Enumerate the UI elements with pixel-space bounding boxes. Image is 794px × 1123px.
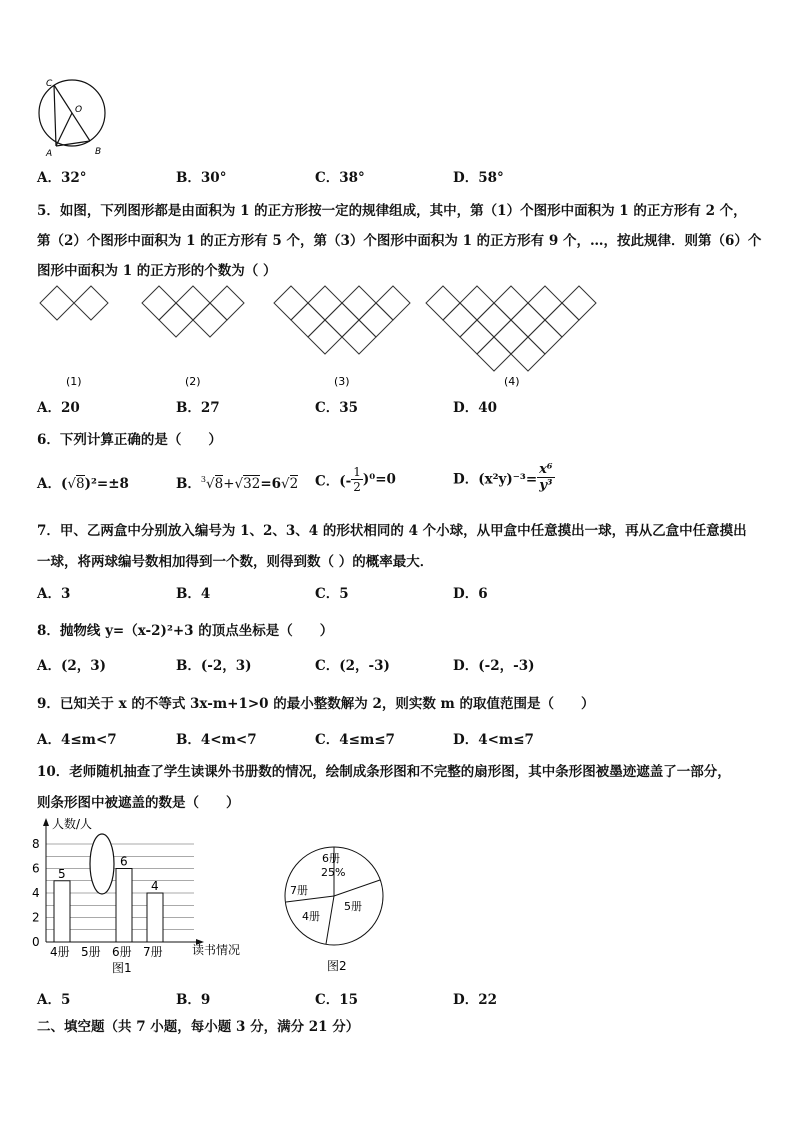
slice-label-7: 7册	[290, 884, 308, 897]
unit-square	[477, 303, 511, 337]
sqrt-sign: √	[67, 476, 76, 492]
q4-circle-figure	[32, 74, 112, 160]
x-tick-label: 6册	[112, 945, 132, 959]
q9-option-c[interactable]: C．4≤m≤7	[315, 732, 395, 748]
unit-square	[426, 286, 460, 320]
label-c: C	[46, 79, 53, 89]
q7-line1: 7．甲、乙两盒中分别放入编号为 1、2、3、4 的形状相同的 4 个小球，从甲盒中任意摸出一球，再从乙盒中任意摸出	[37, 523, 747, 539]
unit-square	[342, 286, 376, 320]
bar	[54, 881, 70, 942]
unit-square	[342, 320, 376, 354]
fraction-den: y³	[539, 478, 553, 493]
q7-option-c[interactable]: C．5	[315, 586, 349, 602]
q6-b-prefix: B．	[176, 476, 201, 492]
q5-line1: 5．如图，下列图形都是由面积为 1 的正方形按一定的规律组成，其中，第（1）个图形中面积为 1 的正方形有 2 个，	[37, 203, 747, 219]
q10-option-a[interactable]: A．5	[37, 992, 71, 1008]
q8-stem: 8．抛物线 y=（x-2)²+3 的顶点坐标是（ ）	[37, 623, 334, 639]
caption-1: (1)	[66, 375, 82, 388]
caption-3: (3)	[334, 375, 350, 388]
q6-b-radicand1: 8	[214, 476, 224, 492]
bar-value-label: 4	[151, 879, 159, 893]
q8-option-c[interactable]: C．(2，-3)	[315, 658, 390, 674]
q9-option-b[interactable]: B．4<m<7	[176, 732, 257, 748]
q9-option-a[interactable]: A．4≤m<7	[37, 732, 117, 748]
q10-option-c[interactable]: C．15	[315, 992, 359, 1008]
slice-label-5: 5册	[344, 900, 362, 913]
q6-d-prefix: D．(x²y)⁻³=	[453, 471, 538, 488]
q6-option-b[interactable]	[176, 472, 298, 492]
q6-c-suffix: )⁰=0	[362, 471, 396, 488]
unit-square	[359, 303, 393, 337]
x-axis-label: 读书情况	[192, 943, 241, 957]
q5-option-d[interactable]: D．40	[453, 400, 497, 416]
pie-chart	[280, 840, 390, 975]
unit-square	[74, 286, 108, 320]
chart-title: 图2	[327, 959, 347, 973]
q9-option-d[interactable]: D．4<m≤7	[453, 732, 534, 748]
sqrt-sign: √	[206, 476, 215, 492]
y-axis-label: 人数/人	[52, 817, 93, 831]
q5-line2: 第（2）个图形中面积为 1 的正方形有 5 个，第（3）个图形中面积为 1 的正方形有 9 个，…，按此规律．则第（6）个	[37, 233, 762, 249]
slice-pct-6: 25%	[321, 866, 346, 879]
q5-option-a[interactable]: A．20	[37, 400, 80, 416]
unit-square	[291, 303, 325, 337]
fraction-num: x⁶	[539, 462, 553, 477]
unit-square	[562, 286, 596, 320]
fraction	[351, 465, 363, 494]
q6-b-mid: =6	[260, 476, 282, 492]
y-tick-label: 4	[32, 886, 40, 900]
unit-square	[142, 286, 176, 320]
unit-square	[511, 303, 545, 337]
y-tick-label: 8	[32, 837, 40, 851]
q6-a-suffix: )²=±8	[84, 476, 129, 492]
q6-c-prefix: C．(-	[315, 473, 352, 490]
q5-option-b[interactable]: B．27	[176, 400, 220, 416]
q7-option-d[interactable]: D．6	[453, 586, 488, 602]
q6-option-a[interactable]	[37, 472, 129, 492]
q6-b-radicand3: 2	[289, 476, 299, 492]
unit-square	[193, 303, 227, 337]
q8-option-a[interactable]: A．(2，3)	[37, 658, 107, 674]
unit-square	[443, 303, 477, 337]
unit-square	[308, 320, 342, 354]
q7-option-a[interactable]: A．3	[37, 586, 71, 602]
y-axis-arrow	[43, 818, 49, 826]
q10-line2: 则条形图中被遮盖的数是（ ）	[37, 795, 240, 811]
ink-blot	[90, 834, 114, 894]
slice-label-6: 6册	[322, 852, 340, 865]
q6-a-prefix: A．(	[37, 476, 68, 492]
q5-option-c[interactable]: C．35	[315, 400, 359, 416]
unit-square	[528, 320, 562, 354]
q6-stem: 6．下列计算正确的是（ ）	[37, 432, 222, 448]
q6-a-radicand: 8	[75, 476, 85, 492]
q10-option-d[interactable]: D．22	[453, 992, 497, 1008]
q6-option-c[interactable]	[315, 465, 396, 494]
caption-4: (4)	[504, 375, 520, 388]
cube-root-index: 3	[200, 475, 207, 484]
unit-square	[308, 286, 342, 320]
fraction-num: 1	[353, 465, 361, 479]
unit-square	[376, 286, 410, 320]
y-tick-label: 2	[32, 910, 40, 925]
q8-option-b[interactable]: B．(-2，3)	[176, 658, 252, 674]
q5-square-patterns	[30, 282, 610, 390]
q5-line3: 图形中面积为 1 的正方形的个数为（ ）	[37, 263, 277, 279]
plus-sign: +√	[223, 476, 244, 492]
bar	[116, 869, 132, 943]
unit-square	[210, 286, 244, 320]
q4-option-d[interactable]: D．58°	[453, 170, 504, 186]
unit-square	[176, 286, 210, 320]
unit-square	[460, 286, 494, 320]
unit-square	[494, 286, 528, 320]
fraction-den: 2	[353, 480, 361, 494]
q7-line2: 一球，将两球编号数相加得到一个数，则得到数（ ）的概率最大．	[37, 554, 434, 570]
bar-chart	[28, 812, 268, 980]
q10-line1: 10．老师随机抽查了学生读课外书册数的情况，绘制成条形图和不完整的扇形图，其中条形图被墨迹遮盖了一部分，	[37, 764, 731, 780]
bar-value-label: 5	[58, 866, 66, 881]
q6-b-radicand2: 32	[243, 476, 261, 492]
caption-2: (2)	[185, 375, 201, 388]
unit-square	[545, 303, 579, 337]
slice-label-4: 4册	[302, 910, 320, 923]
q4-option-b[interactable]: B．30°	[176, 170, 227, 186]
section-heading: 二、填空题（共 7 小题，每小题 3 分，满分 21 分）	[37, 1019, 360, 1035]
unit-square	[40, 286, 74, 320]
y-tick-label: 6	[32, 861, 40, 876]
chart-title: 图1	[112, 961, 132, 975]
x-tick-label: 5册	[81, 945, 101, 959]
x-tick-label: 7册	[143, 945, 163, 959]
q7-option-b[interactable]: B．4	[176, 586, 211, 602]
label-b: B	[95, 147, 102, 157]
unit-square	[460, 320, 494, 354]
q8-option-d[interactable]: D．(-2，-3)	[453, 658, 535, 674]
q10-option-b[interactable]: B．9	[176, 992, 211, 1008]
unit-square	[325, 303, 359, 337]
sqrt-sign: √	[281, 476, 290, 492]
q6-option-d[interactable]	[453, 462, 555, 493]
fraction	[537, 462, 554, 493]
unit-square	[477, 337, 511, 371]
q4-option-c[interactable]: C．38°	[315, 170, 365, 186]
x-tick-label: 4册	[50, 945, 70, 959]
unit-square	[511, 337, 545, 371]
label-o: O	[75, 105, 83, 115]
bar-value-label: 6	[120, 854, 128, 869]
unit-square	[528, 286, 562, 320]
unit-square	[159, 303, 193, 337]
label-a: A	[46, 149, 53, 159]
unit-square	[274, 286, 308, 320]
q9-stem: 9．已知关于 x 的不等式 3x-m+1>0 的最小整数解为 2，则实数 m 的取值范围是（ ）	[37, 696, 595, 712]
y-tick-label: 0	[32, 935, 40, 949]
q4-option-a[interactable]: A．32°	[37, 170, 87, 186]
unit-square	[494, 320, 528, 354]
bar	[147, 893, 163, 942]
